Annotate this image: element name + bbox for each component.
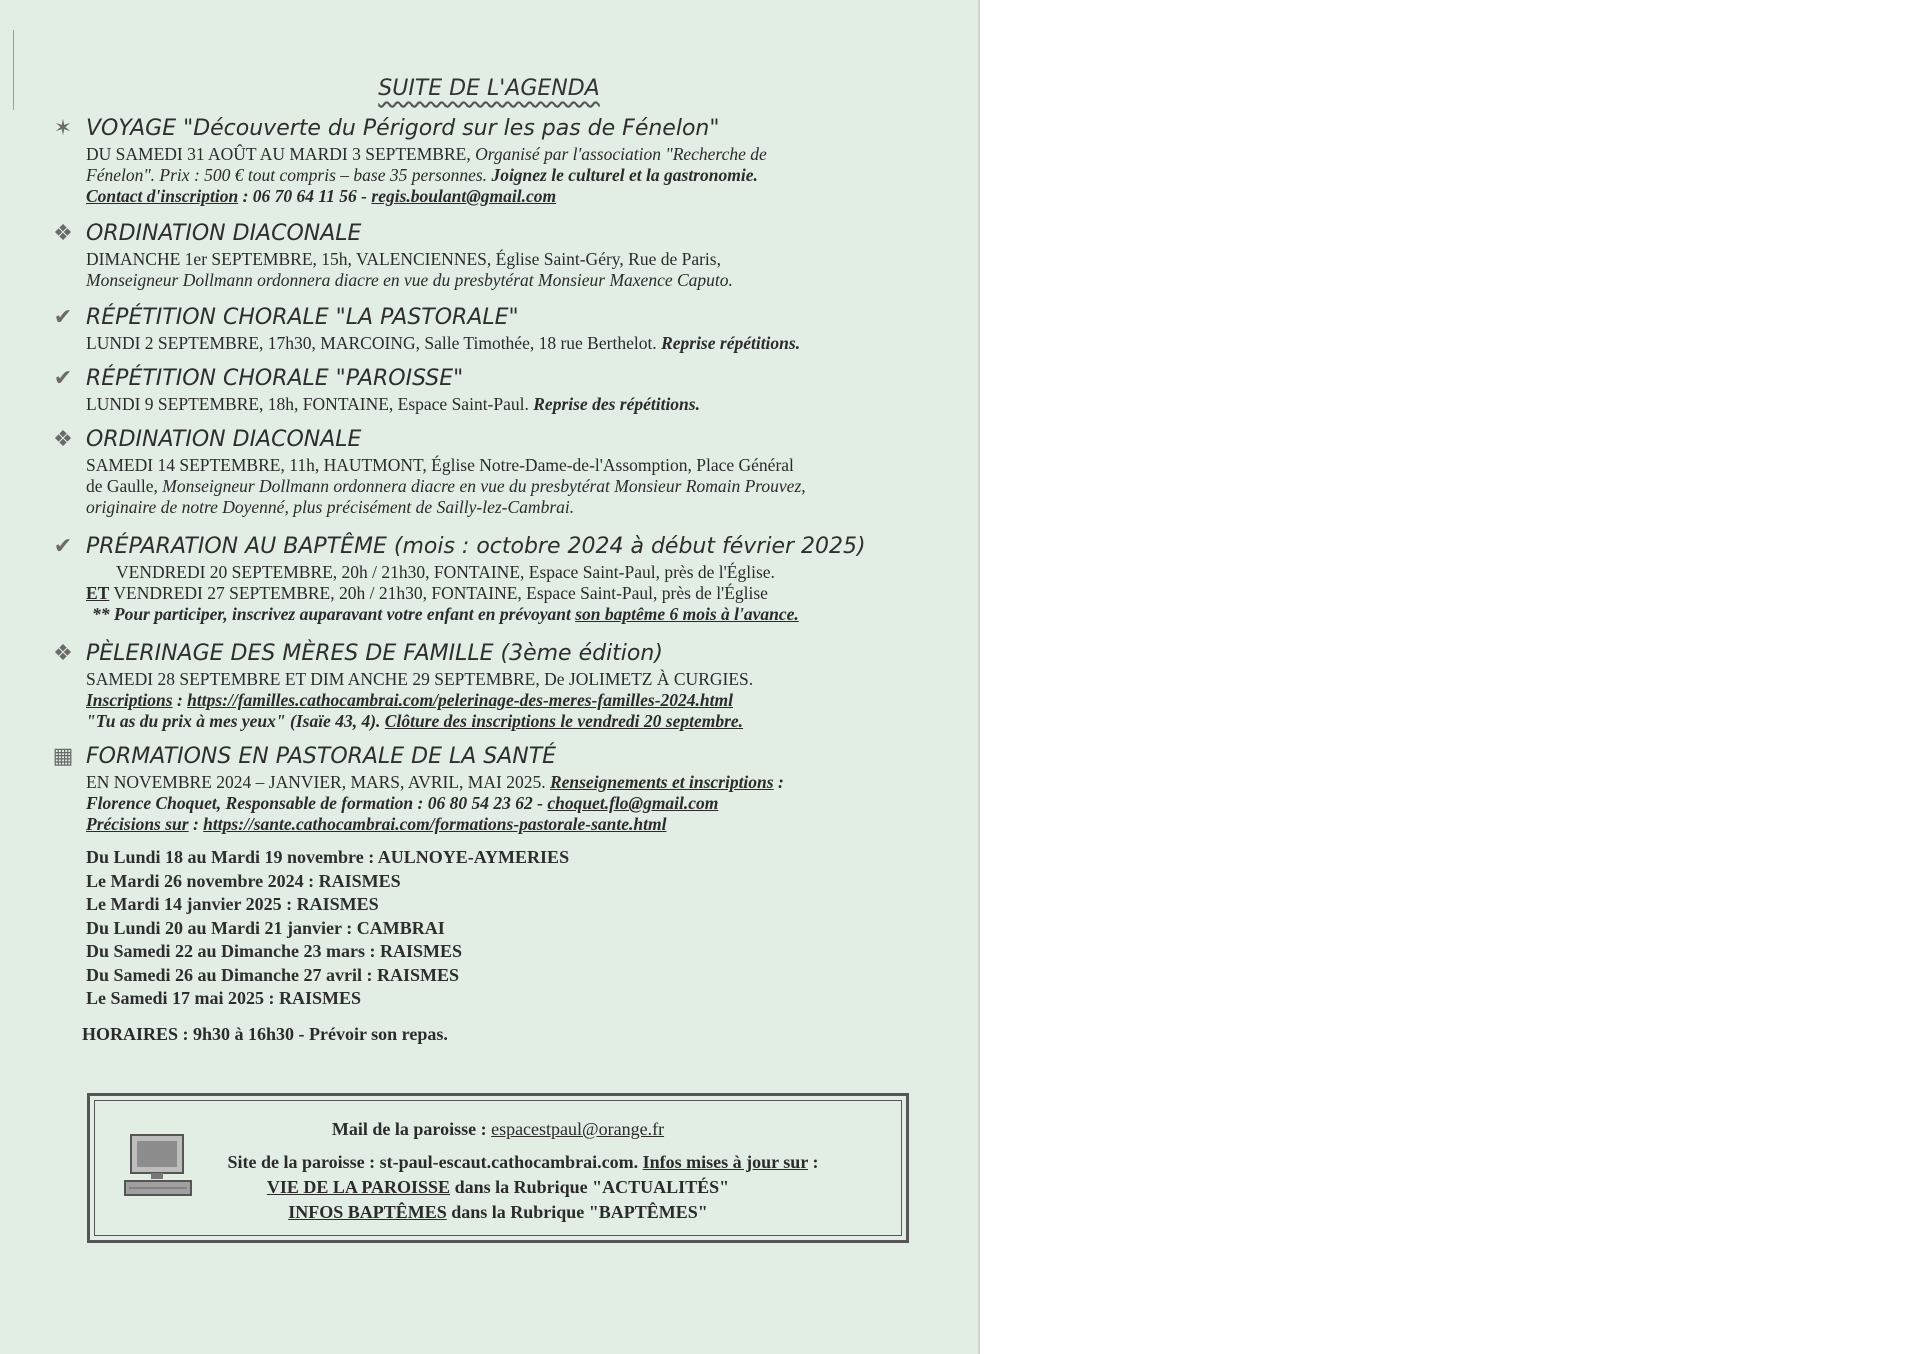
site-label: Site de la paroisse : st-paul-escaut.cathocambrai.com. (227, 1152, 643, 1172)
item-text: Reprise des répétitions. (533, 394, 700, 414)
item-heading: PRÉPARATION AU BAPTÊME (mois : octobre 2024 à début février 2025) (86, 534, 866, 559)
diamond-arrow-icon: ❖ (53, 641, 73, 666)
horaires-text: HORAIRES : 9h30 à 16h30 - Prévoir son repas. (82, 1024, 448, 1044)
item-heading: FORMATIONS EN PASTORALE DE LA SANTÉ (86, 744, 557, 769)
item-heading: ORDINATION DIACONALE (86, 427, 362, 452)
check-icon: ✔ (53, 366, 73, 391)
email-link[interactable]: choquet.flo@gmail.com (547, 793, 719, 813)
item-text: ET (86, 583, 110, 603)
item-text: Inscriptions (86, 690, 173, 710)
item-text: Clôture des inscriptions le vendredi 20 septembre. (384, 711, 744, 731)
item-text: Monseigneur Dollmann ordonnera diacre en vue du presbytérat Monsieur Maxence Caputo. (86, 270, 733, 290)
item-text: Florence Choquet, Responsable de formation : 06 80 54 23 62 - (86, 793, 548, 813)
item-text: Joignez le culturel et la gastronomie. (491, 165, 758, 185)
formations-link[interactable]: https://sante.cathocambrai.com/formations-pastorale-sante.html (203, 814, 667, 834)
item-text: LUNDI 9 SEPTEMBRE, 18h, FONTAINE, Espace Saint-Paul. (86, 394, 534, 414)
item-text: EN NOVEMBRE 2024 – JANVIER, MARS, AVRIL, MAI 2025. (86, 772, 550, 792)
square-bullet-icon: ▦ (52, 744, 74, 769)
agenda-item-chorale-paroisse (48, 364, 958, 415)
agenda-item-bapteme (48, 532, 958, 625)
list-item: Du Samedi 22 au Dimanche 23 mars : RAISMES (86, 941, 463, 961)
list-item: Du Lundi 20 au Mardi 21 janvier : CAMBRAI (86, 917, 445, 938)
item-text: VENDREDI 20 SEPTEMBRE, 20h / 21h30, FONTAINE, Espace Saint-Paul, près de l'Église. (116, 562, 775, 582)
mail-label: Mail de la paroisse : (331, 1119, 492, 1139)
parish-email-link[interactable]: espacestpaul@orange.fr (491, 1119, 665, 1139)
info-text: dans la Rubrique "ACTUALITÉS" (450, 1177, 730, 1197)
item-text: "Tu as du prix à mes yeux" (Isaïe 43, 4). (86, 711, 385, 731)
item-text: : (172, 690, 188, 710)
phone-number: : 06 70 64 11 56 - (238, 186, 372, 206)
item-text: Précisions sur (86, 814, 189, 834)
item-heading: RÉPÉTITION CHORALE "PAROISSE" (86, 366, 464, 391)
agenda-item-chorale-pastorale (48, 303, 958, 354)
check-icon: ✔ (53, 534, 73, 559)
diamond-arrow-icon: ❖ (53, 221, 73, 246)
list-item: Du Samedi 26 au Dimanche 27 avril : RAISMES (86, 964, 460, 985)
item-heading: RÉPÉTITION CHORALE "LA PASTORALE" (86, 305, 519, 330)
item-text: Reprise répétitions. (661, 333, 801, 353)
info-text: dans la Rubrique "BAPTÊMES" (446, 1202, 708, 1222)
list-item: Du Lundi 18 au Mardi 19 novembre : AULNOYE-AYMERIES (86, 847, 570, 867)
diamond-arrow-icon: ❖ (53, 427, 73, 452)
item-heading: VOYAGE "Découverte du Périgord sur les pas de Fénelon" (86, 116, 720, 141)
vie-paroisse-link[interactable]: VIE DE LA PAROISSE (266, 1177, 451, 1197)
item-text: SAMEDI 14 SEPTEMBRE, 11h, HAUTMONT, Église Notre-Dame-de-l'Assomption, Place Général (86, 455, 794, 475)
list-item: Le Mardi 14 janvier 2025 : RAISMES (86, 894, 379, 914)
item-text: ** Pour participer, inscrivez auparavant votre enfant en prévoyant (92, 604, 576, 624)
list-item: Le Samedi 17 mai 2025 : RAISMES (86, 988, 362, 1008)
item-text: Monseigneur Dollmann ordonnera diacre en vue du presbytérat Monsieur Romain Prouvez, (162, 476, 806, 496)
item-text: VENDREDI 27 SEPTEMBRE, 20h / 21h30, FONTAINE, Espace Saint-Paul, près de l'Église (109, 583, 768, 603)
item-text: de Gaulle, (86, 476, 163, 496)
parish-info-box: Mail de la paroisse : espacestpaul@orange.fr Site de la paroisse : st-paul-escaut.cathocambrai.com. Infos mises à jour sur : VIE DE LA PAROISSE dans la Rubrique "ACTUALITÉS" INFOS BAPTÊMES dans la Rubrique "BAPTÊMES" (87, 1093, 909, 1243)
item-text: Renseignements et inscriptions (549, 772, 774, 792)
page-title: SUITE DE L'AGENDA (378, 76, 600, 101)
item-text: originaire de notre Doyenné, plus précisément de Sailly-lez-Cambrai. (86, 497, 575, 517)
list-item: Le Mardi 26 novembre 2024 : RAISMES (86, 870, 401, 891)
item-text: LUNDI 2 SEPTEMBRE, 17h30, MARCOING, Salle Timothée, 18 rue Berthelot. (86, 333, 662, 353)
schedule-list (86, 846, 569, 1011)
item-text: Organisé par l'association "Recherche de (475, 144, 767, 164)
contact-label: Contact d'inscription (86, 186, 239, 206)
email-link[interactable]: regis.boulant@gmail.com (371, 186, 557, 206)
item-text: SAMEDI 28 SEPTEMBRE ET DIM ANCHE 29 SEPTEMBRE, De JOLIMETZ À CURGIES. (86, 669, 754, 689)
inscription-link[interactable]: https://familles.cathocambrai.com/pelerinage-des-meres-familles-2024.html (187, 690, 733, 710)
item-text: Fénelon". Prix : 500 € tout compris – base 35 personnes. (86, 165, 492, 185)
infos-baptemes-link[interactable]: INFOS BAPTÊMES (288, 1202, 447, 1222)
item-text: son baptême 6 mois à l'avance. (575, 604, 799, 624)
agenda-item-ordination-2 (48, 425, 958, 518)
item-heading: ORDINATION DIACONALE (86, 221, 362, 246)
star-icon: ✶ (53, 116, 73, 141)
agenda-item-ordination-1 (48, 219, 958, 291)
agenda-item-voyage (48, 114, 958, 207)
agenda-item-pelerinage (48, 639, 958, 732)
item-text: DU SAMEDI 31 AOÛT AU MARDI 3 SEPTEMBRE, (86, 144, 476, 164)
item-text: DIMANCHE 1er SEPTEMBRE, 15h, VALENCIENNES, Église Saint-Géry, Rue de Paris, (86, 249, 721, 269)
item-heading: PÈLERINAGE DES MÈRES DE FAMILLE (3ème édition) (86, 641, 663, 666)
item-text: : (188, 814, 204, 834)
infos-link[interactable]: Infos mises à jour sur (642, 1152, 808, 1172)
check-icon: ✔ (53, 305, 73, 330)
agenda-item-formations: ▦ FORMATIONS EN PASTORALE DE LA SANTÉ EN NOVEMBRE 2024 – JANVIER, MARS, AVRIL, MAI 2025. Renseignements et inscriptions : Florence Choquet, Responsable de formation : 06 80 54 23 62 - choquet.flo@gmail.com Précisions sur : https://sante.cathocambrai.com/formations-pastorale-sante.html (48, 742, 958, 835)
